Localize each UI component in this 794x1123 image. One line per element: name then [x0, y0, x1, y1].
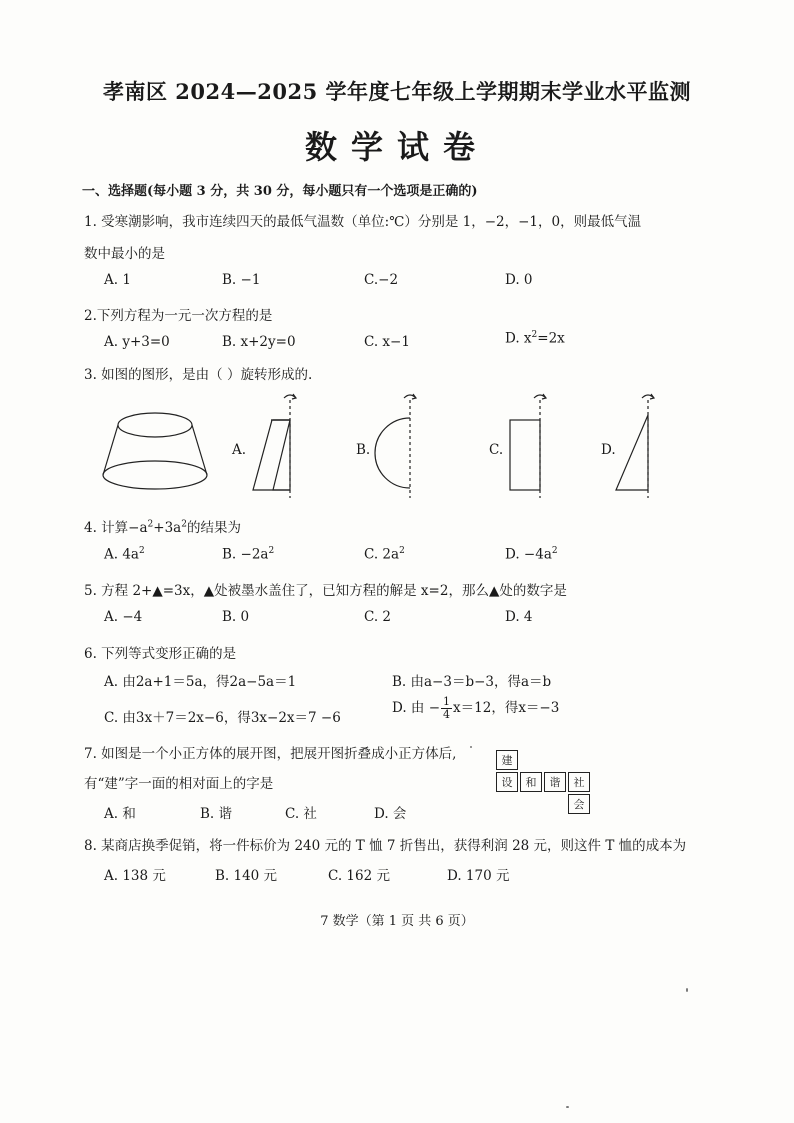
q4-option-b: B. $-2a^2$	[222, 546, 275, 563]
q8-option-d: D. 170 元	[447, 868, 510, 884]
net-cell-she: 设	[496, 772, 518, 792]
q8-option-b: B. 140 元	[215, 868, 278, 884]
q1-stem-line1: 1. 受寒潮影响，我市连续四天的最低气温数（单位:℃）分别是 1，−2，−1，0，则最低气温	[84, 214, 642, 230]
section-heading: 一、选择题(每小题 3 分，共 30 分，每小题只有一个选项是正确的)	[82, 184, 478, 199]
q7-option-b: B. 谐	[200, 806, 233, 822]
q4-option-a: A. $4a^2$	[104, 546, 145, 563]
scan-speck	[470, 746, 472, 748]
option-c-rectangle-figure	[510, 394, 546, 498]
option-b-semicircle-figure	[375, 394, 416, 498]
q4-option-d: D. $-4a^2$	[505, 546, 558, 563]
q7-option-c: C. 社	[285, 806, 317, 822]
q8-option-c: C. 162 元	[328, 868, 390, 884]
q3-label-d: D.	[601, 442, 616, 458]
exam-title: 孝南区 2024—2025 学年度七年级上学期期末学业水平监测	[102, 79, 691, 104]
fraction-one-quarter: $\frac{1}{4}$	[443, 695, 451, 721]
q6-option-c: C. 由3x＋7＝2x−6，得3x−2x＝7 −6	[104, 710, 341, 726]
net-cell-hui: 会	[568, 794, 590, 814]
q5-option-a: A. −4	[104, 609, 143, 625]
cube-net	[496, 750, 616, 820]
scan-speck	[686, 988, 688, 992]
q2-option-d: D. $x^2=2x$	[505, 330, 565, 347]
q5-option-d: D. 4	[505, 609, 533, 625]
exam-subtitle: 数学试卷	[304, 128, 489, 166]
q1-option-b: B. −1	[222, 272, 261, 288]
q4-option-c: C. $2a^2$	[364, 546, 405, 563]
q3-label-b: B.	[356, 442, 371, 458]
q1-option-d: D. 0	[505, 272, 533, 288]
q2-option-c: C. x−1	[364, 334, 410, 350]
q3-figures	[90, 390, 670, 500]
q1-option-c: C.−2	[364, 272, 399, 288]
q7-option-a: A. 和	[104, 806, 136, 822]
net-cell-he: 和	[520, 772, 542, 792]
option-a-trapezoid-figure	[253, 394, 296, 498]
net-cell-she2: 社	[568, 772, 590, 792]
q8-option-a: A. 138 元	[104, 868, 166, 884]
q3-label-c: C.	[489, 442, 504, 458]
scan-speck	[566, 1106, 569, 1108]
q1-option-a: A. 1	[104, 272, 131, 288]
q5-option-c: C. 2	[364, 609, 392, 625]
q2-stem: 2.下列方程为一元一次方程的是	[84, 308, 273, 324]
net-cell-jian: 建	[496, 750, 518, 770]
frustum-figure	[103, 413, 207, 489]
option-d-triangle-figure	[616, 394, 654, 498]
page-footer: 7 数学（第 1 页 共 6 页）	[320, 914, 474, 929]
q4-stem: 4. 计算$-a^2+3a^2$的结果为	[84, 519, 241, 536]
q7-option-d: D. 会	[374, 806, 407, 822]
q6-option-d: D. 由 − $\frac{1}{4}$ x＝12，得x＝−3	[392, 695, 560, 721]
q6-option-b: B. 由a−3＝b−3，得a＝b	[392, 674, 552, 690]
q3-label-a: A.	[232, 442, 247, 458]
q3-stem: 3. 如图的图形，是由（ ）旋转形成的.	[84, 367, 313, 383]
q8-stem: 8. 某商店换季促销，将一件标价为 240 元的 T 恤 7 折售出，获得利润 28 元，则这件 T 恤的成本为	[84, 838, 687, 854]
q5-stem: 5. 方程 2+▲=3x，▲处被墨水盖住了，已知方程的解是 x=2，那么▲处的数字是	[84, 583, 567, 599]
q7-stem-line1: 7. 如图是一个小正方体的展开图，把展开图折叠成小正方体后,	[84, 746, 457, 762]
q6-stem: 6. 下列等式变形正确的是	[84, 646, 237, 662]
q6-option-a: A. 由2a+1＝5a，得2a−5a＝1	[104, 674, 297, 690]
net-cell-xie: 谐	[544, 772, 566, 792]
q2-option-a: A. y+3=0	[104, 334, 170, 350]
q7-stem-line2: 有“建”字一面的相对面上的字是	[84, 776, 274, 792]
q5-option-b: B. 0	[222, 609, 250, 625]
q2-option-b: B. x+2y=0	[222, 334, 296, 350]
q1-stem-line2: 数中最小的是	[84, 246, 165, 262]
